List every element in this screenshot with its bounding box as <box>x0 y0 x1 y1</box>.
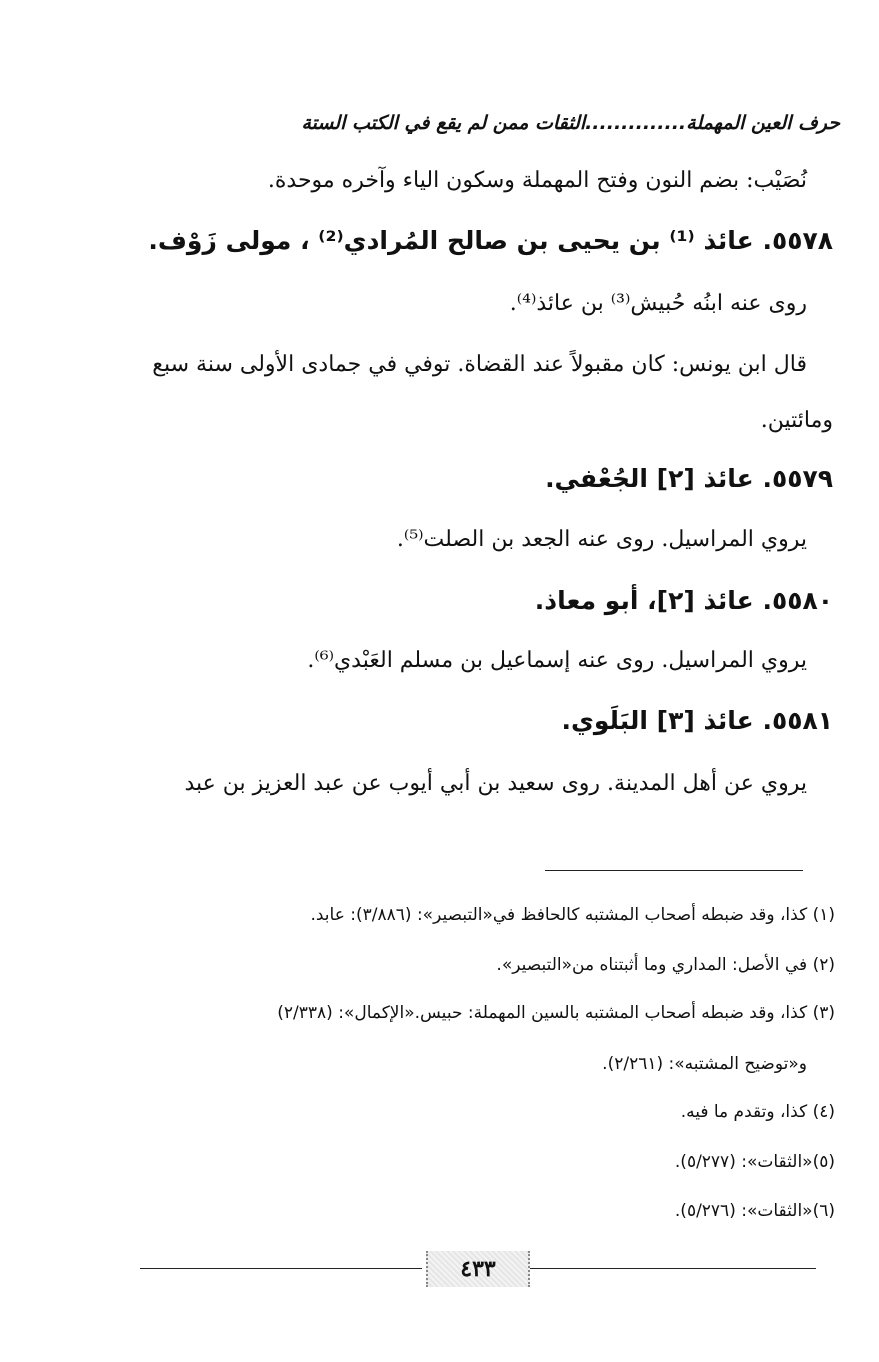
entry-heading-5579: ٥٥٧٩. عائذ [٢] الجُعْفي. <box>545 464 833 493</box>
footnote-separator <box>545 870 803 871</box>
footnote-1: (١) كذا، وقد ضبطه أصحاب المشتبه كالحافظ في«التبصير»: (٣/٨٨٦): عابد. <box>310 905 835 925</box>
footnote-2: (٢) في الأصل: المداري وما أثبتناه من«التبصير». <box>496 955 835 975</box>
entry-heading-5581: ٥٥٨١. عائذ [٣] البَلَوي. <box>561 706 833 735</box>
body-line: يروي المراسيل. روى عنه الجعد بن الصلت⁽⁵⁾. <box>396 527 807 552</box>
page-number <box>426 1251 530 1287</box>
footnote-6: (٦)«الثقات»: (٥/٢٧٦). <box>674 1201 835 1221</box>
footnote-3-continued: و«توضيح المشتبه»: (٢/٢٦١). <box>602 1054 807 1074</box>
running-header: حرف العين المهملة..............الثقات ممن لم يقع في الكتب الستة <box>301 112 840 134</box>
body-line: روى عنه ابنُه حُبيش⁽³⁾ بن عائذ⁽⁴⁾. <box>509 291 807 316</box>
body-line: يروي المراسيل. روى عنه إسماعيل بن مسلم العَبْدي⁽⁶⁾. <box>307 648 807 673</box>
body-line: يروي عن أهل المدينة. روى سعيد بن أبي أيوب عن عبد العزيز بن عبد <box>184 771 807 796</box>
bottom-rule-right <box>530 1268 816 1269</box>
footnote-3: (٣) كذا، وقد ضبطه أصحاب المشتبه بالسين المهملة: حبيس.«الإكمال»: (٢/٣٣٨) <box>277 1003 835 1023</box>
page-number-text: ٤٣٣ <box>460 1256 496 1282</box>
body-line: قال ابن يونس: كان مقبولاً عند القضاة. توفي في جمادى الأولى سنة سبع <box>152 352 807 377</box>
bottom-rule-left <box>140 1268 422 1269</box>
footnote-5: (٥)«الثقات»: (٥/٢٧٧). <box>674 1152 835 1172</box>
body-line: نُصَيْب: بضم النون وفتح المهملة وسكون الياء وآخره موحدة. <box>267 168 807 193</box>
entry-heading-5578: ٥٥٧٨. عائذ ⁽¹⁾ بن يحيى بن صالح المُرادي⁽²⁾ ، مولى زَوْف. <box>148 226 833 255</box>
entry-heading-5580: ٥٥٨٠. عائذ [٢]، أبو معاذ. <box>534 586 833 615</box>
body-line: ومائتين. <box>760 408 833 433</box>
footnote-4: (٤) كذا، وتقدم ما فيه. <box>680 1102 835 1122</box>
